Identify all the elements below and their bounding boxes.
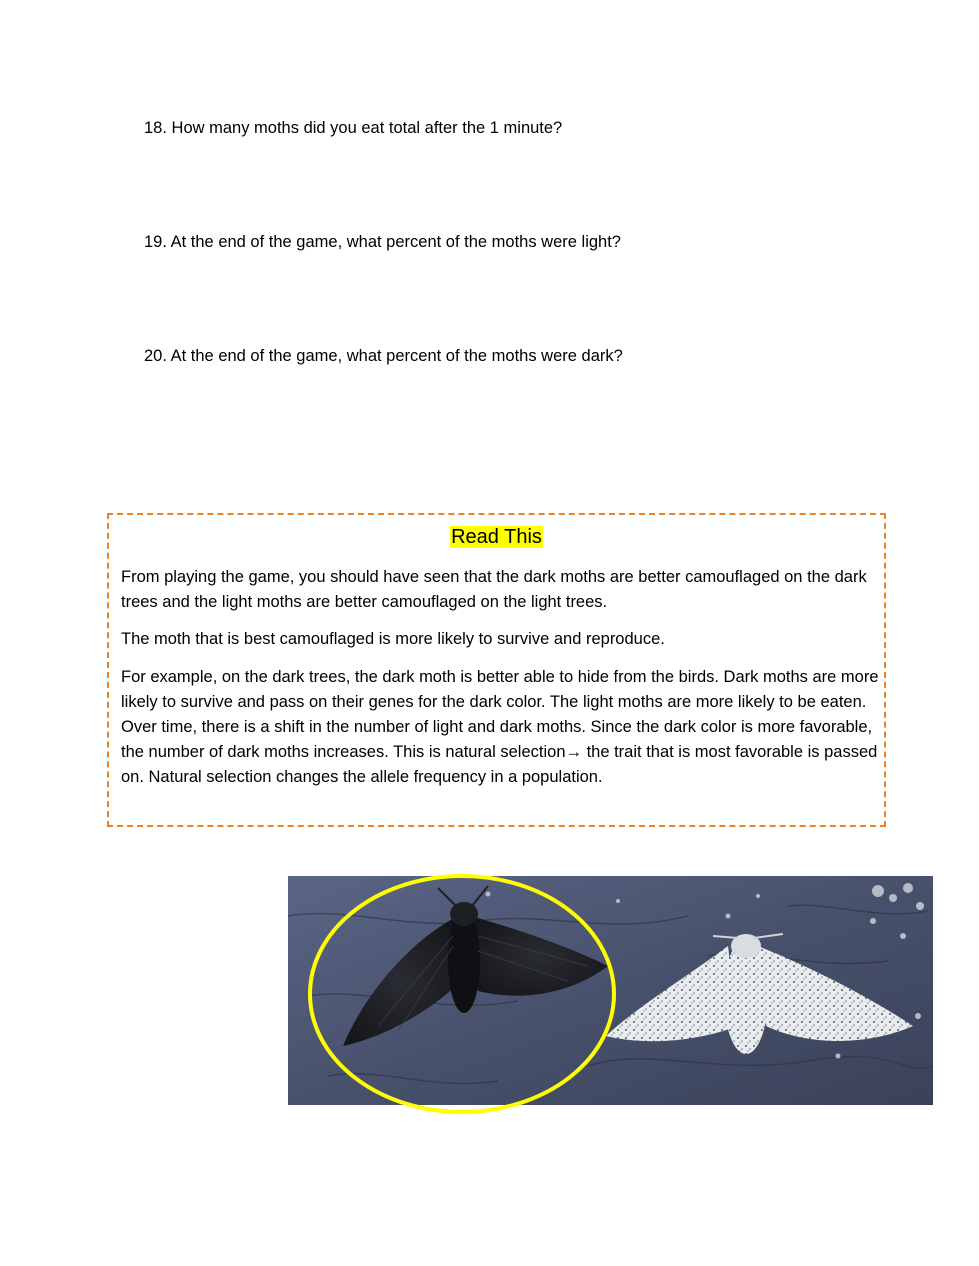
read-this-body [121, 565, 881, 803]
question-18 [144, 118, 562, 138]
moth-photo-illustration [288, 876, 933, 1105]
read-this-title-text: Read This [451, 526, 542, 548]
question-number: 19. [144, 233, 167, 251]
question-number: 18. [144, 119, 167, 137]
moth-photo [288, 876, 933, 1105]
question-text: How many moths did you eat total after the 1 minute? [171, 119, 563, 137]
question-19 [144, 232, 621, 252]
read-this-box [107, 513, 886, 827]
question-number: 20. [144, 347, 167, 365]
read-paragraph-3: For example, on the dark trees, the dark moth is better able to hide from the birds. Dark moths are more likely to survive and pass on their genes for the dark color. The light moths are more likely to be eaten. Over time, there is a shift in the number of light and dark moths. Since the dark color is more favorable, the number of dark moths increases. This is natural selection→ the trait that is most favorable is passed on. Natural selection changes the allele frequency in a population. [121, 667, 879, 787]
question-text: At the end of the game, what percent of the moths were light? [170, 233, 621, 251]
read-this-title [109, 524, 884, 550]
read-paragraph-1: From playing the game, you should have seen that the dark moths are better camouflaged on the dark trees and the light moths are better camouflaged on the light trees. [121, 568, 867, 612]
question-20 [144, 346, 623, 366]
read-paragraph-2: The moth that is best camouflaged is more likely to survive and reproduce. [121, 630, 665, 649]
question-text: At the end of the game, what percent of the moths were dark? [170, 347, 623, 365]
